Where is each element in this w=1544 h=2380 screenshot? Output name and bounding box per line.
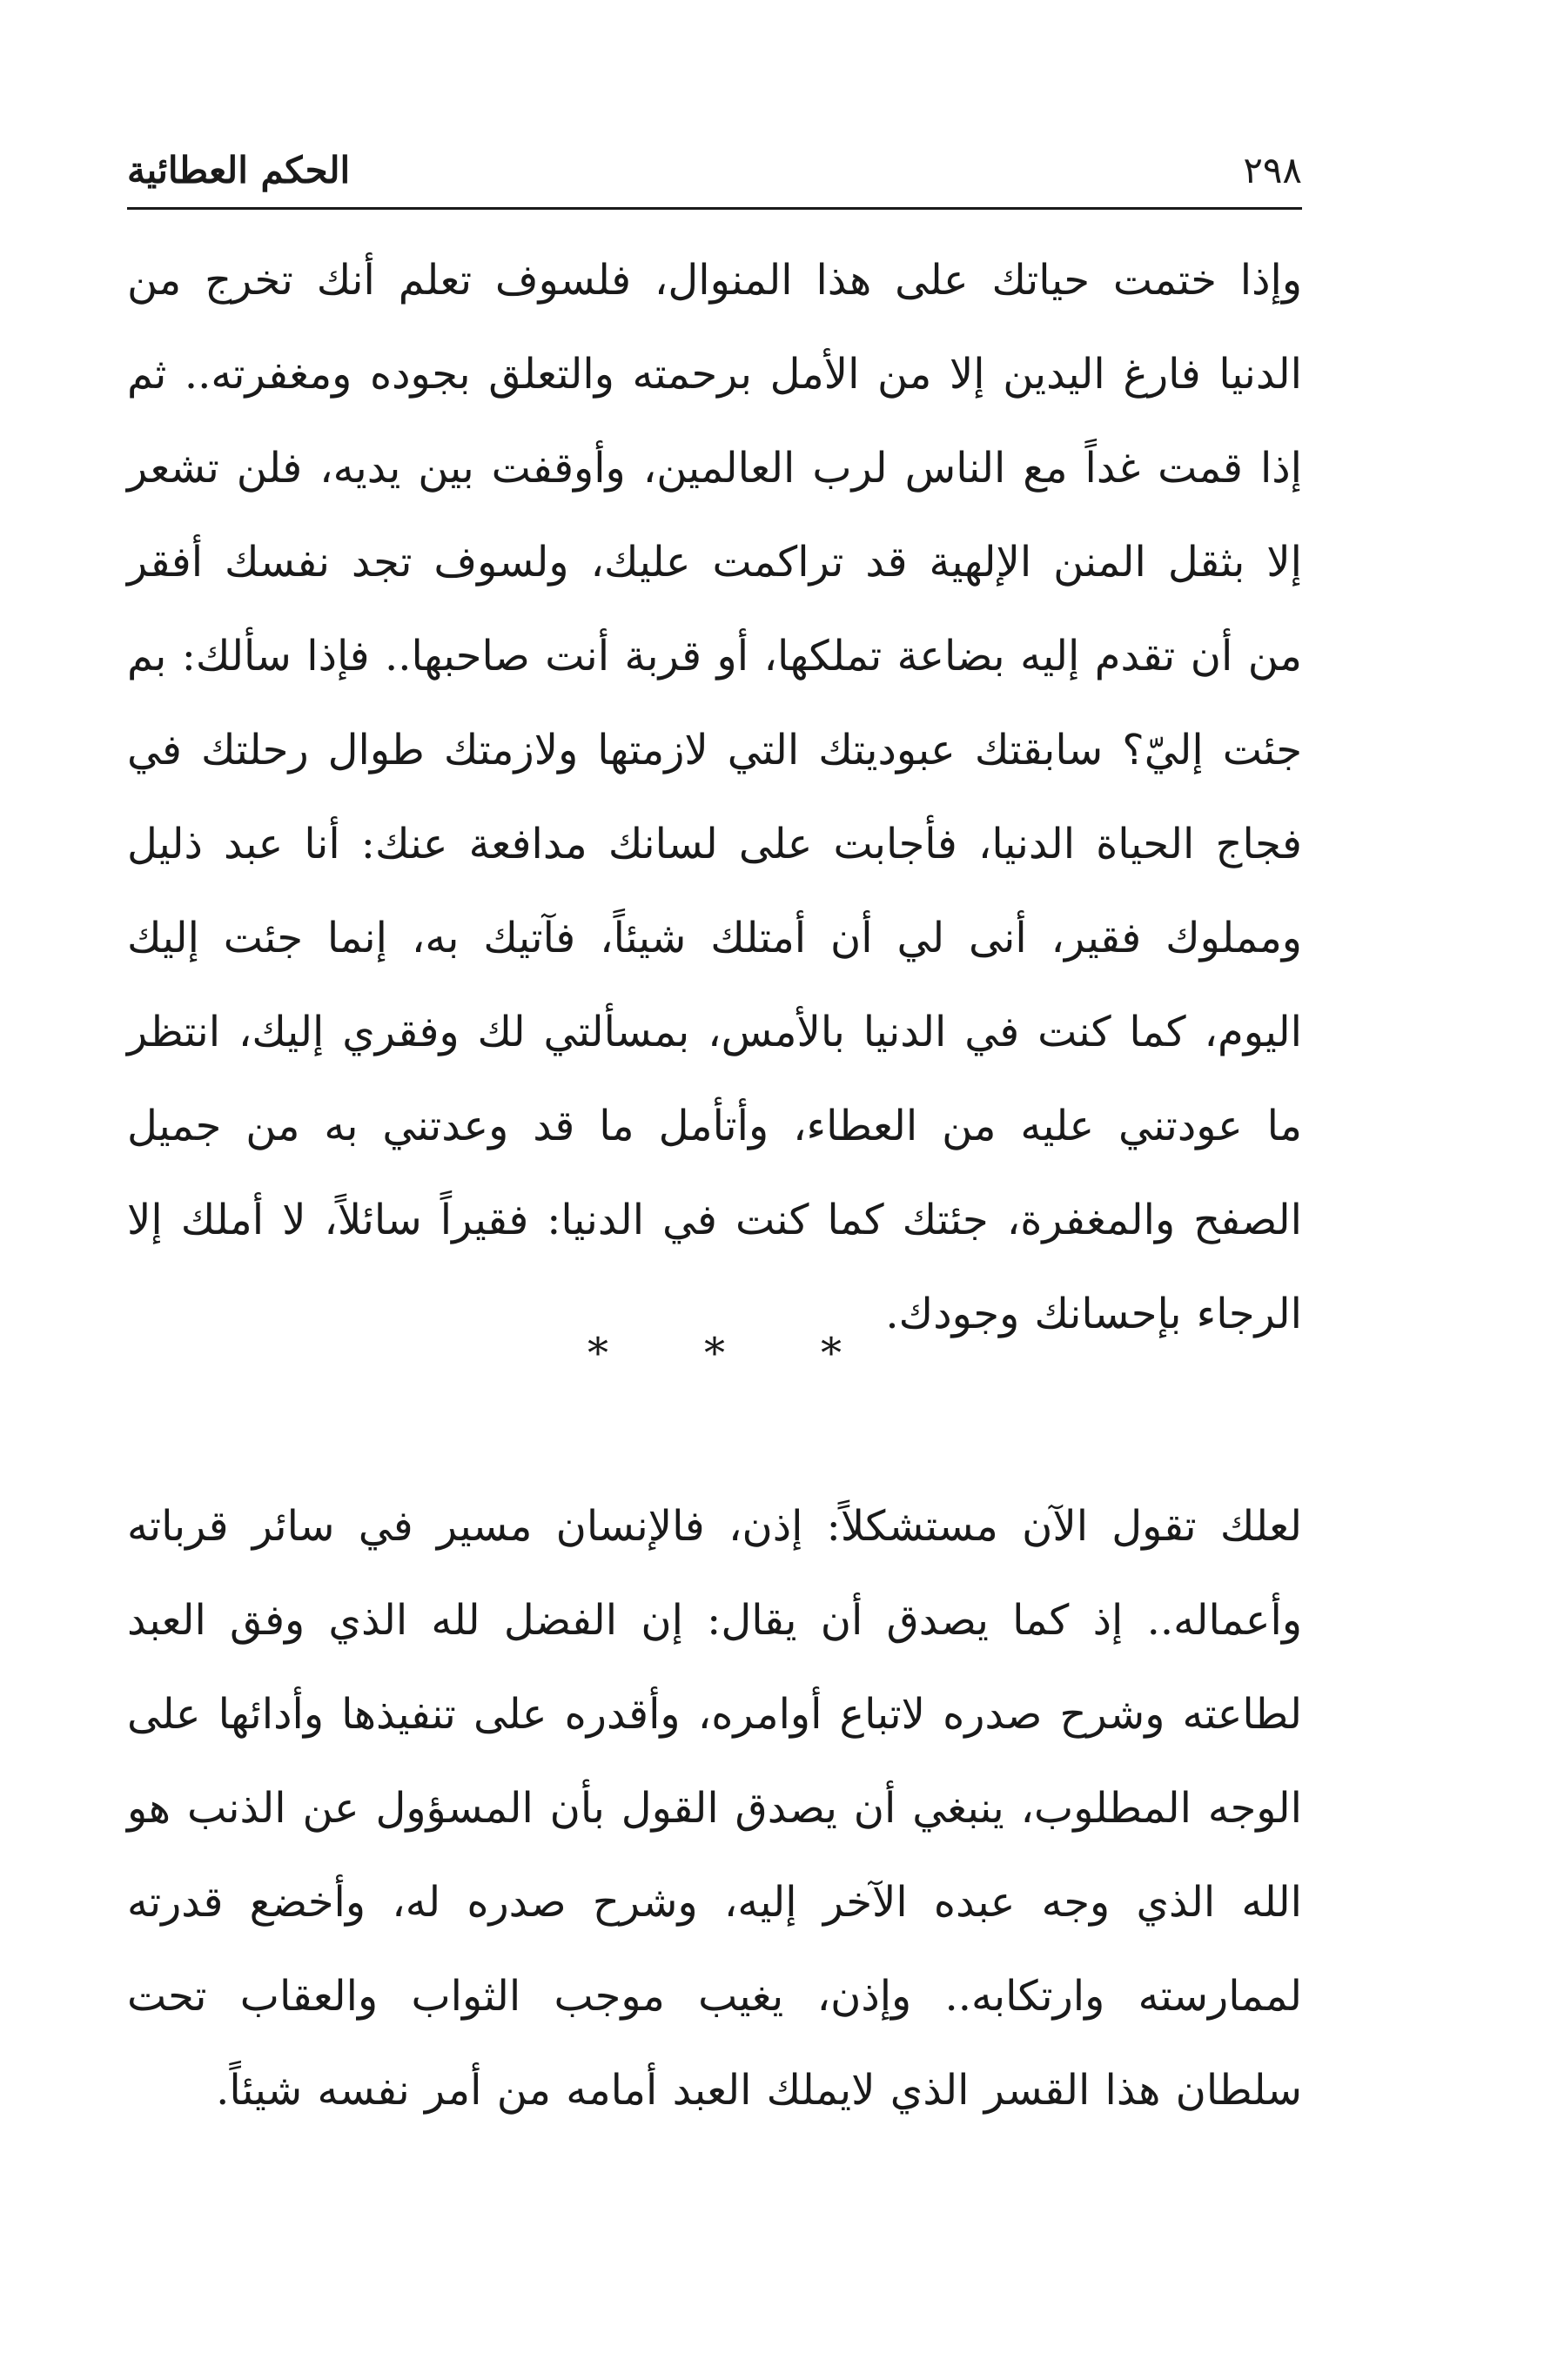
header-rule bbox=[127, 207, 1302, 210]
asterisk-icon: * bbox=[704, 1329, 725, 1378]
paragraph-2: لعلك تقول الآن مستشكلاً: إذن، فالإنسان مسير في سائر قرباته وأعماله.. إذ كما يصدق أن يقال: إن الفضل لله الذي وفق العبد لطاعته وشرح صدره لاتباع أوامره، وأقدره على تنفيذها وأدائها على الوجه المطلوب، ينبغي أن يصدق القول بأن المسؤول عن الذنب هو الله الذي وجه عبده الآخر إليه، وشرح صدره له، وأخضع قدرته لممارسته وارتكابه.. وإذن، يغيب موجب الثواب والعقاب تحت سلطان هذا القسر الذي لايملك العبد أمامه من أمر نفسه شيئاً. bbox=[127, 1502, 1302, 2115]
section-separator bbox=[127, 1327, 1302, 1379]
asterisk-icon: * bbox=[587, 1329, 608, 1378]
page-number: ٢٩٨ bbox=[1243, 149, 1302, 191]
asterisk-icon: * bbox=[821, 1329, 842, 1378]
book-page bbox=[127, 0, 1302, 2380]
running-header bbox=[127, 139, 1302, 200]
paragraph-1: وإذا ختمت حياتك على هذا المنوال، فلسوف تعلم أنك تخرج من الدنيا فارغ اليدين إلا من الأمل برحمته والتعلق بجوده ومغفرته.. ثم إذا قمت غداً مع الناس لرب العالمين، وأوقفت بين يديه، فلن تشعر إلا بثقل المنن الإلهية قد تراكمت عليك، ولسوف تجد نفسك أفقر من أن تقدم إليه بضاعة تملكها، أو قربة أنت صاحبها.. فإذا سألك: بم جئت إليّ؟ سابقتك عبوديتك التي لازمتها ولازمتك طوال رحلتك في فجاج الحياة الدنيا، فأجابت على لسانك مدافعة عنك: أنا عبد ذليل ومملوك فقير، أنى لي أن أمتلك شيئاً، فآتيك به، إنما جئت إليك اليوم، كما كنت في الدنيا بالأمس، بمسألتي لك وفقري إليك، انتظر ما عودتني عليه من العطاء، وأتأمل ما قد وعدتني به من جميل الصفح والمغفرة، جئتك كما كنت في الدنيا: فقيراً سائلاً، لا أملك إلا الرجاء بإحسانك وجودك. bbox=[127, 256, 1303, 1338]
running-title: الحكم العطائية bbox=[127, 149, 351, 191]
